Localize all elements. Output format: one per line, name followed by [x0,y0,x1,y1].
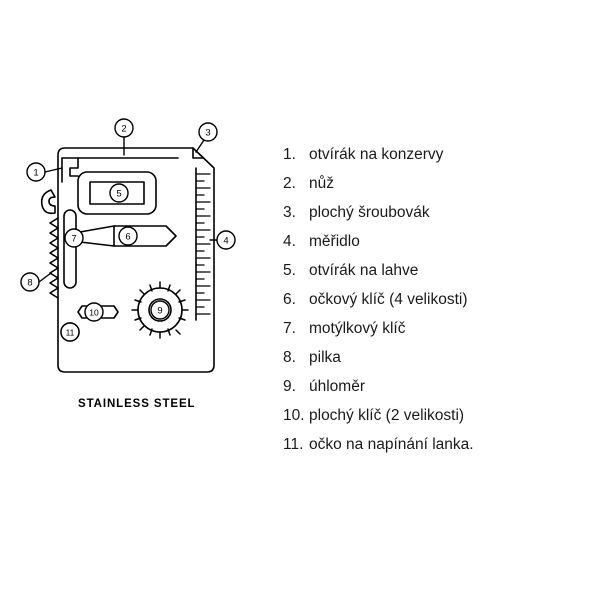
legend-label: měřidlo [309,233,360,250]
list-item [283,227,583,256]
legend-label: pilka [309,349,341,366]
callout-4: 4 [223,235,229,247]
legend-number: 2. [283,175,296,192]
legend-label: nůž [309,175,334,192]
multitool-svg [18,110,268,430]
list-item [283,401,583,430]
legend-number: 11. [283,436,304,453]
list-item [283,372,583,401]
legend-label: očko na napínání lanka. [309,436,474,453]
list-item [283,314,583,343]
callout-3: 3 [205,127,211,139]
ruler-ticks [196,174,210,314]
can-opener [62,158,78,176]
legend-label: otvírák na konzervy [309,146,444,163]
callout-5: 5 [116,188,122,200]
callout-8: 8 [27,277,33,289]
card-caption: STAINLESS STEEL [78,398,196,410]
legend-list [283,140,583,459]
list-item [283,256,583,285]
list-item [283,430,583,459]
legend-number: 1. [283,146,296,163]
legend-number: 3. [283,204,296,221]
callout-7: 7 [71,233,77,245]
legend-label: úhloměr [309,378,365,395]
legend-number: 8. [283,349,296,366]
multitool-illustration [18,110,268,430]
legend-number: 5. [283,262,296,279]
list-item [283,140,583,169]
list-item [283,169,583,198]
callout-10: 10 [89,307,99,318]
legend-label: otvírák na lahve [309,262,419,279]
legend-label: plochý klíč (2 velikosti) [309,407,465,424]
list-item [283,343,583,372]
callout-1: 1 [33,167,39,179]
callout-9: 9 [157,305,163,317]
legend-label: očkový klíč (4 velikosti) [309,291,468,308]
list-item [283,285,583,314]
saw-teeth [50,218,58,298]
callout-2: 2 [121,123,127,135]
callout-11: 11 [65,327,75,338]
list-item [283,198,583,227]
legend-number: 6. [283,291,296,308]
callout-6: 6 [125,231,131,243]
legend-number: 4. [283,233,296,250]
legend-number: 7. [283,320,296,337]
legend-label: plochý šroubovák [309,204,430,221]
long-slot [64,210,76,288]
legend-label: motýlkový klíč [309,320,406,337]
butterfly-wrench [42,190,55,213]
legend-number: 9. [283,378,296,395]
legend-number: 10. [283,407,305,424]
